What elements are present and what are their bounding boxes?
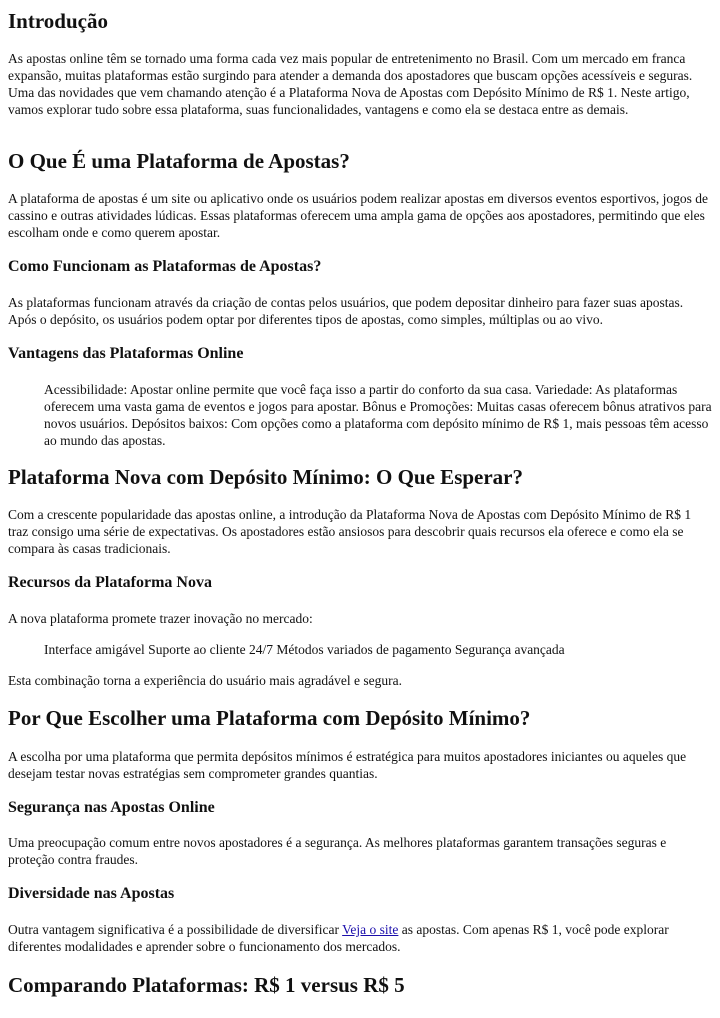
diversity-text-before: Outra vantagem significativa é a possibilidade de diversificar bbox=[8, 922, 343, 937]
new-platform-heading: Plataforma Nova com Depósito Mínimo: O Que Esperar? bbox=[8, 465, 524, 489]
advantages-heading: Vantagens das Plataformas Online bbox=[8, 345, 244, 362]
security-heading: Segurança nas Apostas Online bbox=[8, 799, 215, 816]
diversity-paragraph bbox=[8, 921, 714, 955]
features-intro: A nova plataforma promete trazer inovação no mercado: bbox=[8, 611, 313, 626]
why-choose-paragraph: A escolha por uma plataforma que permita depósitos mínimos é estratégica para muitos apostadores iniciantes ou aqueles que desejam testar novas estratégias sem comprometer grandes quantias. bbox=[8, 749, 687, 781]
diversity-text-after: as apostas. Com apenas R$ 1, você pode explorar diferentes modalidades e aprender sobre o funcionamento dos mercados. bbox=[8, 922, 669, 954]
advantages-list: Acessibilidade: Apostar online permite que você faça isso a partir do conforto da sua casa. Variedade: As plataformas oferecem uma vasta gama de eventos e jogos para apostar. Bônus e Promoções: Muitas casas oferecem bônus atrativos para novos usuários. Depósitos baixos: Com opções como a plataforma com depósito mínimo de R$ 1, mais pessoas têm acesso ao mundo das apostas. bbox=[44, 382, 712, 448]
diversity-heading: Diversidade nas Apostas bbox=[8, 885, 175, 902]
what-is-paragraph: A plataforma de apostas é um site ou aplicativo onde os usuários podem realizar apostas em diversos eventos esportivos, jogos de cassino e outras atividades lúdicas. Essas plataformas oferecem uma ampla gama de opções aos apostadores, permitindo que eles escolham onde e como querem apostar. bbox=[8, 191, 708, 240]
features-list: Interface amigável Suporte ao cliente 24/7 Métodos variados de pagamento Segurança avançada bbox=[44, 642, 565, 657]
intro-paragraph: As apostas online têm se tornado uma forma cada vez mais popular de entretenimento no Brasil. Com um mercado em franca expansão, muitas plataformas estão surgindo para atender a demanda dos apostadores que buscam opções acessíveis e seguras. Uma das novidades que vem chamando atenção é a Plataforma Nova de Apostas com Depósito Mínimo de R$ 1. Neste artigo, vamos explorar tudo sobre essa plataforma, suas funcionalidades, vantagens e como ela se destaca entre as demais. bbox=[8, 51, 693, 117]
why-choose-heading: Por Que Escolher uma Plataforma com Depósito Mínimo? bbox=[8, 706, 531, 730]
how-paragraph: As plataformas funcionam através da criação de contas pelos usuários, que podem depositar dinheiro para fazer suas apostas. Após o depósito, os usuários podem optar por diferentes tipos de apostas, como simples, múltiplas ou ao vivo. bbox=[8, 295, 684, 327]
what-is-heading: O Que É uma Plataforma de Apostas? bbox=[8, 149, 350, 173]
veja-o-site-link[interactable]: Veja o site bbox=[342, 922, 399, 937]
compare-heading: Comparando Plataformas: R$ 1 versus R$ 5 bbox=[8, 973, 405, 997]
how-heading: Como Funcionam as Plataformas de Apostas? bbox=[8, 258, 322, 275]
features-heading: Recursos da Plataforma Nova bbox=[8, 574, 212, 591]
features-outro: Esta combinação torna a experiência do usuário mais agradável e segura. bbox=[8, 673, 402, 688]
new-platform-paragraph: Com a crescente popularidade das apostas online, a introdução da Plataforma Nova de Apostas com Depósito Mínimo de R$ 1 traz consigo uma série de expectativas. Os apostadores estão ansiosos para descobrir quais recursos ela oferece e como ela se compara às casas tradicionais. bbox=[8, 507, 692, 556]
intro-heading: Introdução bbox=[8, 9, 108, 33]
security-paragraph: Uma preocupação comum entre novos apostadores é a segurança. As melhores plataformas garantem transações seguras e proteção contra fraudes. bbox=[8, 835, 667, 867]
